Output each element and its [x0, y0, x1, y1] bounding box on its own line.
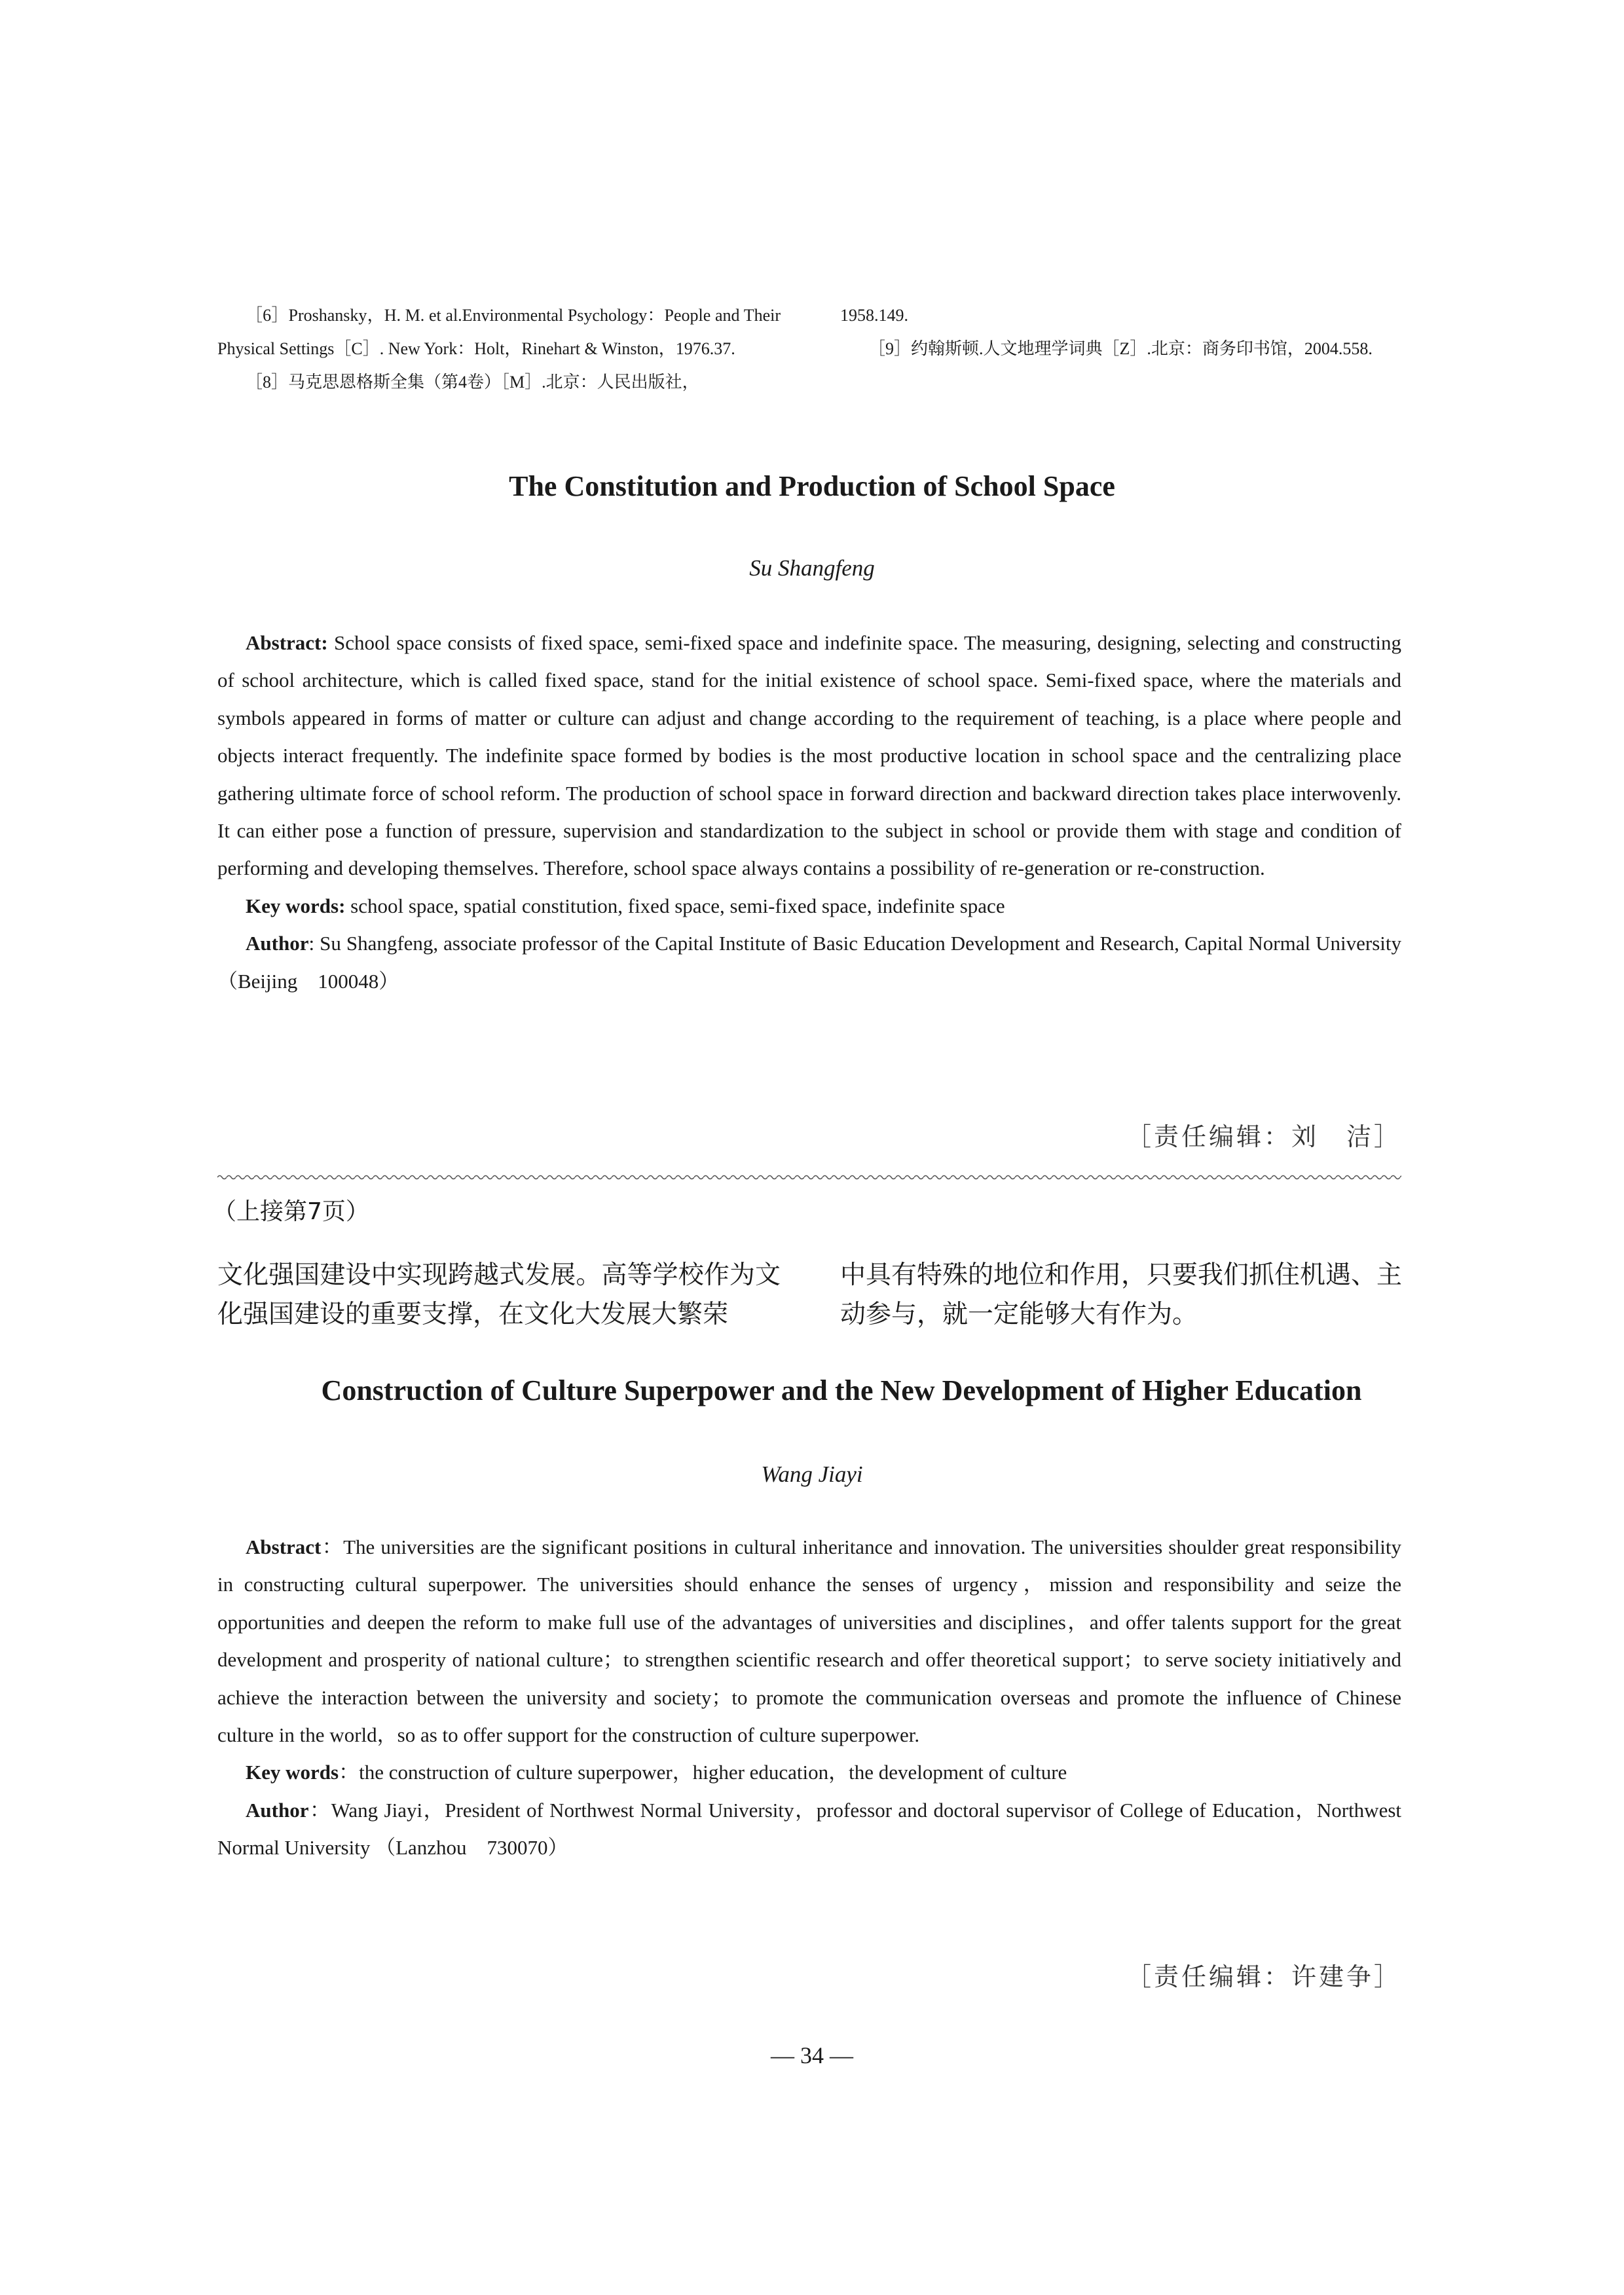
article1-author: Su Shangfeng [749, 555, 875, 581]
wavy-divider [217, 1173, 1401, 1181]
references-right [840, 299, 1402, 365]
article1-editor: ［责任编辑：刘 洁］ [1126, 1122, 1401, 1151]
reference-8: ［8］马克思恩格斯全集（第4卷）［M］.北京：人民出版社， [246, 373, 699, 392]
article2-abstract [217, 1528, 1401, 1753]
article1-title: The Constitution and Production of School Space [509, 470, 1115, 502]
article1-abstract-block [217, 624, 1401, 1000]
reference-6: ［6］Proshansky，H. M. et al.Environmental Psychology：People and Their Physical Settings［C］. New York：Holt，Rinehart & Winston，1976.37. [217, 306, 781, 358]
page-number: — 34 — [771, 2042, 853, 2068]
keywords-text: school space, spatial constitution, fixed space, semi-fixed space, indefinite space [345, 894, 1005, 917]
references-left [217, 299, 781, 399]
abstract-text: School space consists of fixed space, semi-fixed space and indefinite space. The measuring, designing, selecting and constructing of school architecture, which is called fixed space, stand for the initial existence of school space. Semi-fixed space, where the materials and symbols appeared in forms of matter or culture can adjust and change according to the requirement of teaching, is a place where people and objects interact frequently. The indefinite space formed by bodies is the most productive location in school space and the centralizing place gathering ultimate force of school reform. The production of school space in forward direction and backward direction takes place interwovenly. It can either pose a function of pressure, supervision and standardization to the subject in school or provide them with stage and condition of performing and developing themselves. Therefore, school space always contains a possibility of re-generation or re-construction. [217, 631, 1401, 880]
abstract-label: Abstract [246, 1535, 322, 1558]
article2-keywords [217, 1753, 1401, 1791]
reference-9: ［9］约翰斯顿.人文地理学词典［Z］.北京：商务印书馆，2004.558. [868, 339, 1373, 358]
article1-author-info [217, 925, 1401, 1000]
continuation-label: （上接第7页） [213, 1198, 369, 1225]
continuation-left [217, 1256, 781, 1334]
article2-author-info [217, 1791, 1401, 1867]
continuation-left-text: 文化强国建设中实现跨越式发展。高等学校作为文化强国建设的重要支撑，在文化大发展大繁荣 [217, 1260, 781, 1329]
author-label: Author [246, 1798, 309, 1822]
article2-author: Wang Jiayi [761, 1461, 863, 1487]
keywords-label: Key words [246, 1761, 339, 1784]
keywords-text: ：the construction of culture superpower，higher education，the development of culture [339, 1761, 1067, 1784]
abstract-text: ：The universities are the significant positions in cultural inheritance and innovation. The universities shoulder great responsibility in constructing cultural superpower. The universities should enhance the senses of urgency，mission and responsibility and seize the opportunities and deepen the reform to make full use of the advantages of universities and disciplines，and offer talents support for the great development and prosperity of national culture；to strengthen scientific research and offer theoretical support；to serve society initiatively and achieve the interaction between the university and society；to promote the communication overseas and promote the influence of Chinese culture in the world，so as to offer support for the construction of culture superpower. [217, 1535, 1401, 1747]
keywords-label: Key words: [246, 894, 346, 917]
author-text: : Su Shangfeng, associate professor of the Capital Institute of Basic Education Development and Research, Capital Normal University （Beijing 100048） [217, 932, 1401, 993]
article1-keywords [217, 887, 1401, 925]
continuation-right [840, 1256, 1402, 1334]
article2-editor: ［责任编辑：许建争］ [1126, 1962, 1401, 1991]
author-text: ：Wang Jiayi，President of Northwest Normal University，professor and doctoral supervisor of College of Education，Northwest Normal University （Lanzhou 730070） [217, 1798, 1401, 1860]
reference-8-continued: 1958.149. [840, 306, 908, 325]
author-label: Author [246, 932, 309, 955]
article2-title: Construction of Culture Superpower and the New Development of Higher Education [321, 1374, 1362, 1406]
article1-abstract [217, 624, 1401, 887]
abstract-label: Abstract: [246, 631, 328, 654]
continuation-right-text: 中具有特殊的地位和作用，只要我们抓住机遇、主动参与，就一定能够大有作为。 [840, 1260, 1403, 1329]
article2-abstract-block [217, 1528, 1401, 1867]
